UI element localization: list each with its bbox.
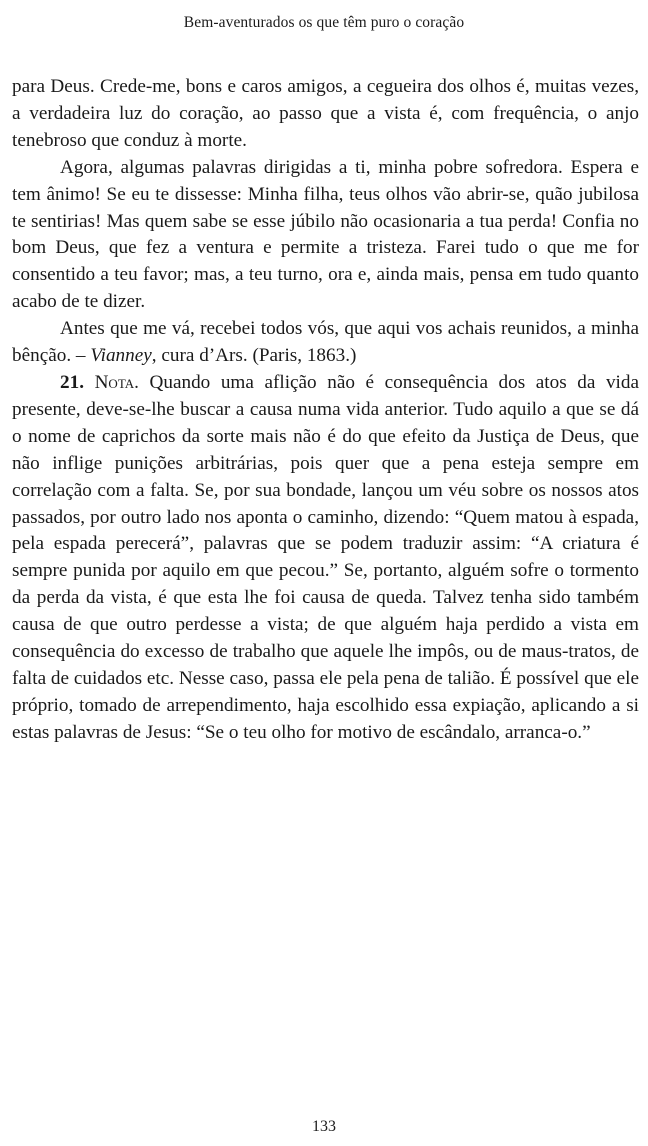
page-number: 133	[312, 1118, 336, 1135]
signature-detail: , cura d’Ars. (Paris, 1863.)	[151, 345, 357, 367]
blessing-text: Antes que me vá, recebei todos vós, que aqui vos achais reunidos, a minha bênção. –	[12, 318, 639, 367]
running-header: Bem-aventurados os que têm puro o coração	[183, 14, 465, 31]
paragraph-blessing	[12, 316, 639, 370]
paragraph-note	[12, 370, 639, 747]
item-number: 21.	[60, 371, 84, 393]
signature-name: Vianney	[90, 345, 152, 367]
note-label: Nota	[94, 371, 135, 393]
note-text: . Quando uma aflição não é consequência dos atos da vida presente, deve-se-lhe buscar a causa numa vida anterior. Tudo aquilo a que se dá o nome de caprichos da sorte mais não é do que efeito da Justiça de Deus, que não inflige punições arbitrárias, pois quer que a pena esteja sempre em correlação com a falta. Se, por sua bondade, lançou um véu sobre os nossos atos passados, por outro lado nos aponta o caminho, dizendo: “Quem matou à espada, pela espada perecerá”, palavras que se podem traduzir assim: “A criatura é sempre punida por aquilo em que pecou.” Se, portanto, alguém sofre o tormento da perda da vista, é que esta lhe foi causa de queda. Talvez tenha sido também causa de que outro perdesse a vista; de que alguém haja perdido a vista em consequência do excesso de trabalho que aquele lhe impôs, ou de maus-tratos, de falta de cuidados etc. Nesse caso, passa ele pela pena de talião. É possível que ele próprio, tomado de arrependimento, haja escolhido essa expiação, aplicando a si estas palavras de Jesus: “Se o teu olho for motivo de escândalo, arranca-o.”	[12, 371, 639, 743]
text-body	[12, 74, 639, 747]
paragraph-continuation: para Deus. Crede-me, bons e caros amigos, a cegueira dos olhos é, muitas vezes, a verdadeira luz do coração, ao passo que a vista é, com frequência, o anjo tenebroso que conduz à morte.	[12, 76, 639, 151]
paragraph-message: Agora, algumas palavras dirigidas a ti, minha pobre sofredora. Espera e tem ânimo! Se eu te dissesse: Minha filha, teus olhos vão abrir-se, quão jubilosa te sentirias! Mas quem sabe se esse júbilo não ocasionaria a tua perda! Confia no bom Deus, que fez a ventura e permite a tristeza. Farei tudo o que me for consentido a teu favor; mas, a teu turno, ora e, ainda mais, pensa em tudo quanto acabo de te dizer.	[12, 156, 639, 313]
